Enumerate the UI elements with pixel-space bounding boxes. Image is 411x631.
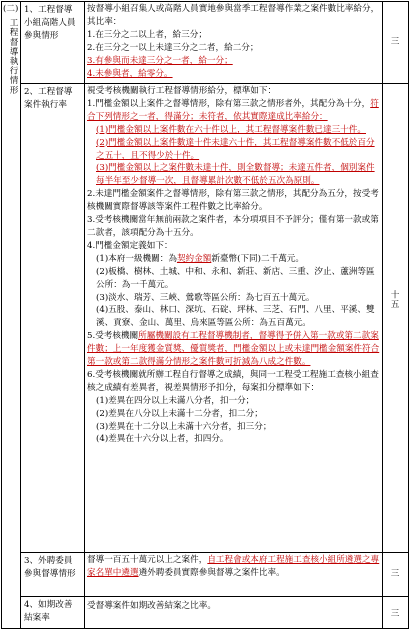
section-title: 工程督導執行情形 — [8, 18, 18, 95]
row2-paragraph: (2)板橋、樹林、土城、中和、永和、新莊、新店、三重、汐止、蘆洲等區公所：為一千萬元。 — [96, 266, 375, 290]
highlighted-text: 符合下列情形之一者，得滿分；未符者，依其實際達成比率給分： — [87, 98, 379, 122]
row1-paragraph: 1.在三分之二以上者，給三分； — [87, 29, 207, 40]
row2-paragraph: (4)五股、泰山、林口、深坑、石碇、坪林、三芝、石門、八里、平溪、雙溪、貢寮、金山、萬里、烏來區等區公所：為五百萬元。 — [96, 305, 375, 329]
section-label: (二) — [3, 4, 19, 14]
row2-paragraph: (3)淡水、瑞芳、三峽、鶯歌等區公所：為七百五十萬元。 — [96, 292, 315, 303]
row1-label: 1、工程督導小組高階人員參與情形 — [24, 5, 76, 41]
row3-paragraph: 督導一百五十萬元以上之案件，自工程會或本府工程施工查核小組所遴選之專家名單中遴選遴外聘委員實際參與督導之案件比率。 — [87, 555, 380, 578]
row2-label: 2、工程督導案件執行率 — [24, 87, 73, 110]
row2-paragraph: 1.門檻金額以上案件之督導情形，除有第三款之情形者外，其配分為十分，符合下列情形之一者，得滿分；未符者，依其實際達成比率給分： — [87, 98, 379, 122]
row2-paragraph: (1)本府一級機關：為契約金額新臺幣(下同)二千萬元。 — [96, 253, 304, 264]
row2-paragraph: 6.受考核機關就所辦工程自行督導之成績，與同一工程受工程施工查核小組查核之成績有差異者，視差異情形予扣分，每案扣分標準如下： — [87, 369, 379, 393]
row-divider-1 — [20, 83, 408, 84]
row1-paragraph: 4.未參與者，給零分。 — [87, 68, 173, 79]
row1-score: 三 — [390, 37, 400, 47]
col-divider-section — [20, 1, 21, 629]
row2-paragraph: (1)差異在四分以上未滿八分者，扣一分； — [96, 395, 255, 406]
row1-paragraph: 3.有參與而未達三分之一者，給一分； — [87, 55, 233, 66]
row2-paragraph: 視受考核機關執行工程督導情形給分，標準如下： — [87, 86, 277, 96]
highlighted-text: 所屬機關設有工程督導機制者，督導得予併入第一款或第二款案件數；上一年度獲金質獎、優質獎者，門檻金額以上或未達門檻金額案件符合第一款或第二款得滿分情形之案件數可折減為八成之件數。 — [87, 331, 380, 368]
row4-content — [87, 600, 381, 628]
row2-paragraph: 5.受考核機關所屬機關設有工程督導機制者，督導得予併入第一款或第二款案件數；上一年度獲金質獎、優質獎者，門檻金額以上或未達門檻金額案件符合第一款或第二款得滿分情形之案件數可折減為八成之件數。 — [87, 331, 380, 368]
row4-label: 4、如期改善結案率 — [24, 600, 73, 623]
row2-paragraph: (1)門檻金額以上案件數在六十件以上，其工程督導案件數已達三十件。 — [96, 124, 366, 135]
row1-paragraph: 按督導小組召集人或高階人員實地參與當季工程督導作業之案件數比率給分，其比率： — [87, 4, 380, 27]
row3-content — [87, 554, 381, 596]
row1-paragraph: 2.在三分之一以上未達三分之二者，給二分； — [87, 42, 259, 53]
row2-paragraph: (3)門檻金額以上之案件數未達十件，則全數督導；未達五件者，個別案件每半年至少督導一次，且督導累計次數不低於五次為原則。 — [96, 163, 375, 187]
row2-paragraph: 2.未達門檻金額案件之督導情形，除有第三款之情形，其配分為五分，按受考核機關實際督導該等案件工程件數之比率給分。 — [87, 189, 379, 213]
highlighted-text: 契約金額 — [176, 253, 212, 264]
row3-score: 三 — [390, 569, 400, 579]
col-divider-label — [84, 1, 85, 629]
row4-paragraph: 受督導案件如期改善結案之比率。 — [87, 601, 216, 611]
row2-paragraph: (2)門檻金額以上案件數達十件未達六十件，其工程督導案件數不低於百分之五十，且不得少於十件。 — [96, 137, 375, 161]
row2-paragraph: (2)差異在八分以上未滿十二分者，扣二分； — [96, 408, 263, 419]
col-divider-score — [382, 1, 383, 629]
row-divider-2 — [20, 552, 408, 553]
row1-content — [87, 3, 381, 83]
row2-paragraph: (4)差異在十六分以上者，扣四分。 — [96, 434, 229, 445]
row-divider-3 — [20, 596, 408, 597]
row2-score: 十五 — [389, 290, 399, 310]
row4-score: 三 — [390, 609, 400, 619]
row2-paragraph: 4.門檻金額定義如下： — [87, 240, 173, 251]
row2-paragraph: (3)差異在十二分以上未滿十六分者，扣三分； — [96, 421, 272, 432]
row2-content — [87, 85, 381, 552]
row2-paragraph: 3.受考核機關當年無前兩款之案件者，本分項項目不予評分；僅有第一款或第二款者，該項配分為十五分。 — [87, 215, 379, 238]
highlighted-text: 自工程會或本府工程施工查核小組所遴選之專家名單中遴選 — [87, 555, 380, 578]
row3-label: 3、外聘委員參與督導情形 — [24, 556, 76, 579]
